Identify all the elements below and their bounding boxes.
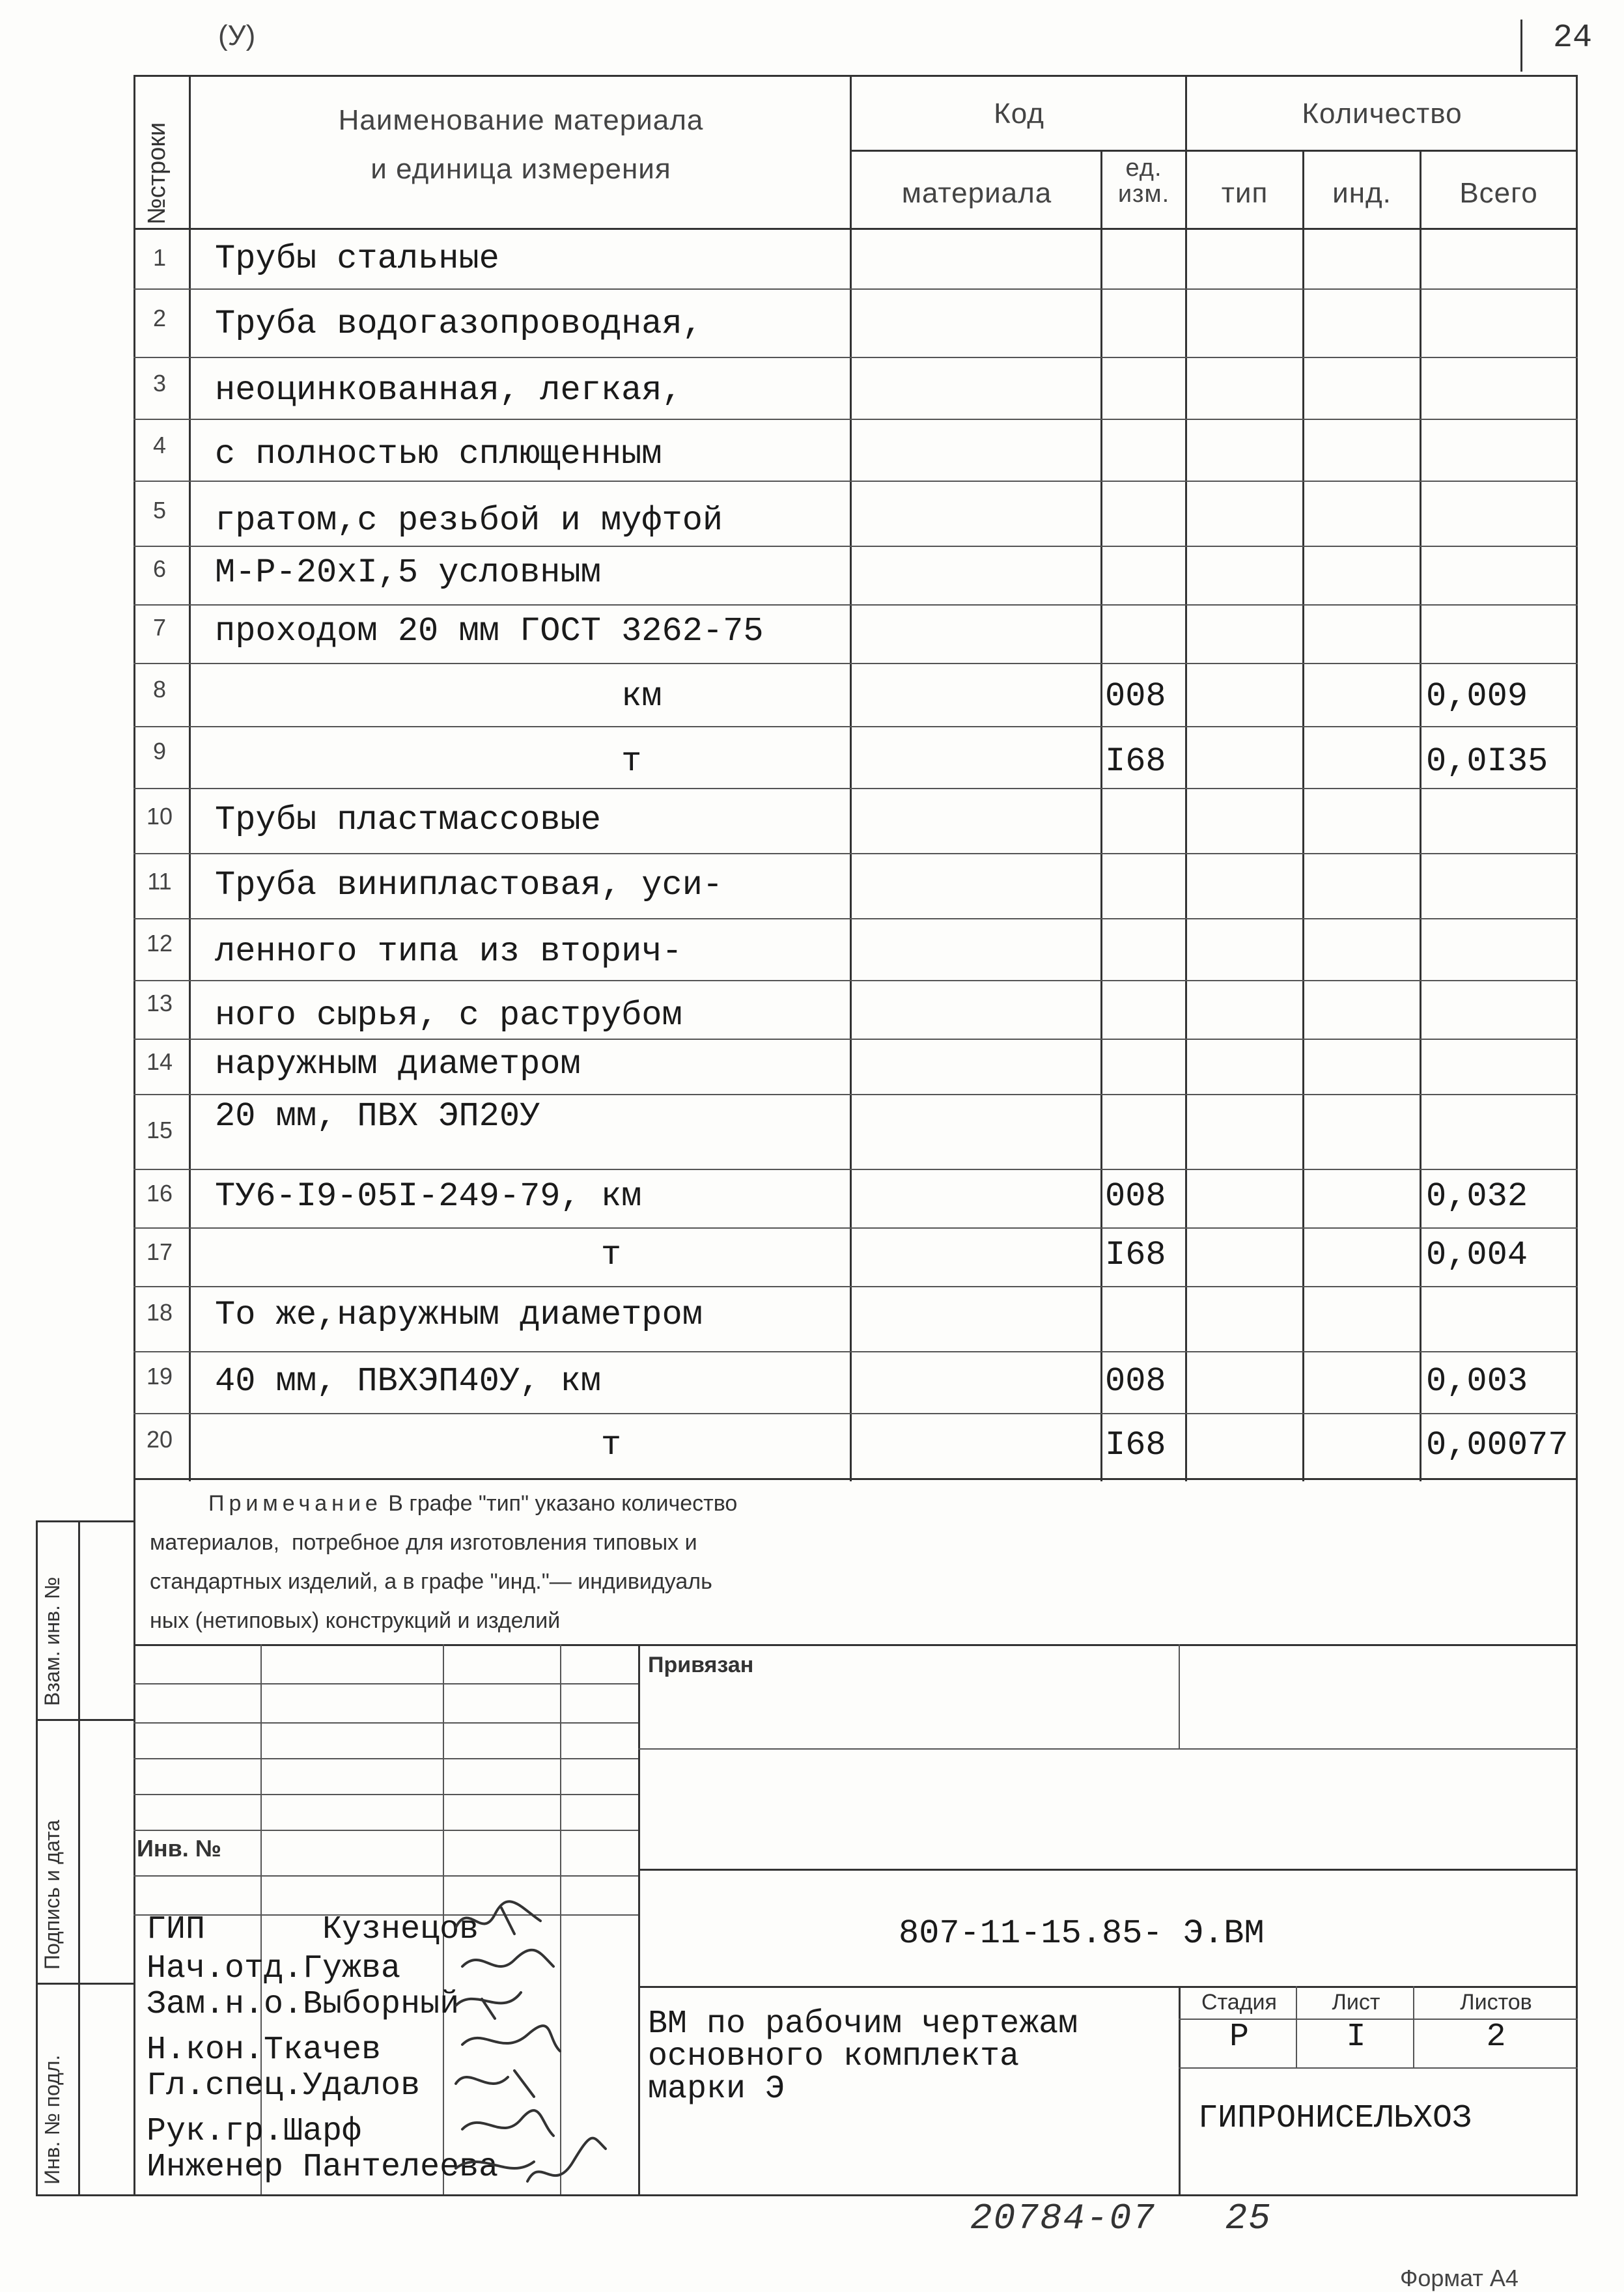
row-number: 8 <box>152 676 167 703</box>
row-name: с полностью сплющенным <box>215 435 662 473</box>
signatory-gip: ГИП Кузнецов <box>147 1911 479 1948</box>
header-qty-ind: инд. <box>1332 177 1392 209</box>
row-number: 18 <box>146 1299 173 1326</box>
title-line-1: ВМ по рабочим чертежам <box>648 2006 1078 2043</box>
stage-value: Р <box>1229 2019 1249 2056</box>
row-name: гратом,с резьбой и муфтой <box>215 501 723 540</box>
document-code: 807-11-15.85- Э.ВМ <box>899 1914 1265 1953</box>
row-name: Труба водогазопроводная, <box>215 305 703 343</box>
row-number: 12 <box>146 930 173 957</box>
row-name: Труба винипластовая, уси- <box>215 866 723 904</box>
row-number: 4 <box>152 432 167 458</box>
header-code-unit-line1: ед. <box>1125 154 1162 182</box>
row-name: Трубы стальные <box>215 240 499 278</box>
row-unit-code: I68 <box>1105 1426 1166 1464</box>
row-unit-code: 008 <box>1105 1362 1166 1401</box>
signatory-zam-no: Зам.н.о.Выборный <box>147 1986 460 2023</box>
title-line-2: основного комплекта <box>648 2038 1020 2075</box>
row-number: 15 <box>146 1117 173 1143</box>
privyazan-label: Привязан <box>648 1653 754 1677</box>
header-name-line2: и единица измерения <box>371 153 671 185</box>
row-number: 11 <box>147 868 172 895</box>
page-number: 24 <box>1553 20 1593 57</box>
header-code-unit <box>1102 155 1185 207</box>
signatory-n-kon: Н.кон.Ткачев <box>147 2032 382 2069</box>
row-number: 14 <box>146 1048 173 1075</box>
row-name: М-Р-20хI,5 условным <box>215 553 601 592</box>
row-name: 20 мм, ПВХ ЭП20У <box>215 1097 540 1136</box>
sheets-label: Листов <box>1460 1990 1532 2015</box>
title-line-3: марки Э <box>648 2071 785 2108</box>
row-number: 10 <box>146 803 173 830</box>
row-number: 9 <box>152 738 167 764</box>
row-number: 19 <box>146 1363 173 1390</box>
sheets-value: 2 <box>1486 2019 1506 2056</box>
header-row-number: №строки <box>143 122 171 225</box>
row-name: проходом 20 мм ГОСТ 3262-75 <box>215 612 764 650</box>
note-line-1-text: В графе "тип" указано количество <box>388 1491 738 1516</box>
row-number: 6 <box>152 555 167 582</box>
stage-label: Стадия <box>1201 1990 1277 2015</box>
row-total: 0,004 <box>1426 1236 1528 1274</box>
row-number: 1 <box>152 244 167 271</box>
row-unit-code: 008 <box>1105 1177 1166 1216</box>
top-mark: (У) <box>218 20 256 51</box>
header-quantity: Количество <box>1302 98 1463 130</box>
side-label-inv: Инв. № подл. <box>40 2054 64 2185</box>
row-name: ного сырья, с раструбом <box>215 996 682 1035</box>
row-name: наружным диаметром <box>215 1045 581 1083</box>
side-label-podpis: Подпись и дата <box>40 1819 64 1970</box>
row-name: Трубы пластмассовые <box>215 801 601 839</box>
row-number: 7 <box>152 614 167 641</box>
row-total: 0,0I35 <box>1426 742 1548 781</box>
signatory-inzhener: Инженер Пантелеева <box>147 2149 499 2186</box>
row-unit-code: I68 <box>1105 742 1166 781</box>
note-line-3: стандартных изделий, а в графе "инд."— индивидуаль <box>150 1569 712 1594</box>
row-name: То же,наружным диаметром <box>215 1296 703 1334</box>
row-unit-code: 008 <box>1105 677 1166 716</box>
row-name: неоцинкованная, легкая, <box>215 371 682 410</box>
header-qty-type: тип <box>1221 177 1268 209</box>
header-code-unit-line2: изм. <box>1117 180 1170 208</box>
sheet-value: I <box>1346 2019 1366 2056</box>
inv-no-label: Инв. № <box>137 1835 221 1862</box>
row-name: км <box>215 677 662 716</box>
signatory-ruk-gr: Рук.гр.Шарф <box>147 2113 362 2150</box>
header-code: Код <box>994 98 1044 130</box>
sheet-label: Лист <box>1332 1990 1380 2015</box>
note-line-2: материалов, потребное для изготовления типовых и <box>150 1530 697 1555</box>
note-line-1 <box>208 1491 737 1516</box>
row-name: ленного типа из вторич- <box>215 932 682 971</box>
row-number: 16 <box>146 1180 173 1207</box>
header-code-material: материала <box>901 177 1052 209</box>
row-number: 3 <box>152 370 167 397</box>
bottom-number: 20784-07 25 <box>970 2198 1272 2239</box>
row-name: т <box>215 742 642 781</box>
note-prefix: Примечание <box>208 1491 382 1516</box>
row-number: 17 <box>146 1238 173 1265</box>
header-name-line1: Наименование материала <box>338 104 704 136</box>
row-name: т <box>215 1426 622 1464</box>
row-number: 20 <box>146 1426 173 1453</box>
row-number: 2 <box>152 305 167 331</box>
row-name: т <box>215 1236 622 1274</box>
row-name: 40 мм, ПВХЭП40У, км <box>215 1362 601 1401</box>
note-line-4: ных (нетиповых) конструкций и изделий <box>150 1608 561 1633</box>
signatory-gl-spec: Гл.спец.Удалов <box>147 2067 421 2104</box>
row-total: 0,00077 <box>1426 1426 1569 1464</box>
row-number: 5 <box>152 497 167 524</box>
row-total: 0,003 <box>1426 1362 1528 1401</box>
row-unit-code: I68 <box>1105 1236 1166 1274</box>
side-label-vzam: Взам. инв. № <box>40 1576 64 1706</box>
header-qty-total: Всего <box>1459 177 1538 209</box>
row-total: 0,009 <box>1426 677 1528 716</box>
organization-name: ГИПРОНИСЕЛЬХОЗ <box>1198 2100 1472 2137</box>
signatory-nach-otd: Нач.отд.Гужва <box>147 1950 401 1987</box>
row-name: ТУ6-I9-05I-249-79, км <box>215 1177 642 1216</box>
row-number: 13 <box>146 990 173 1016</box>
handwritten-signatures <box>443 1888 651 2214</box>
format-label: Формат А4 <box>1400 2265 1519 2291</box>
row-total: 0,032 <box>1426 1177 1528 1216</box>
